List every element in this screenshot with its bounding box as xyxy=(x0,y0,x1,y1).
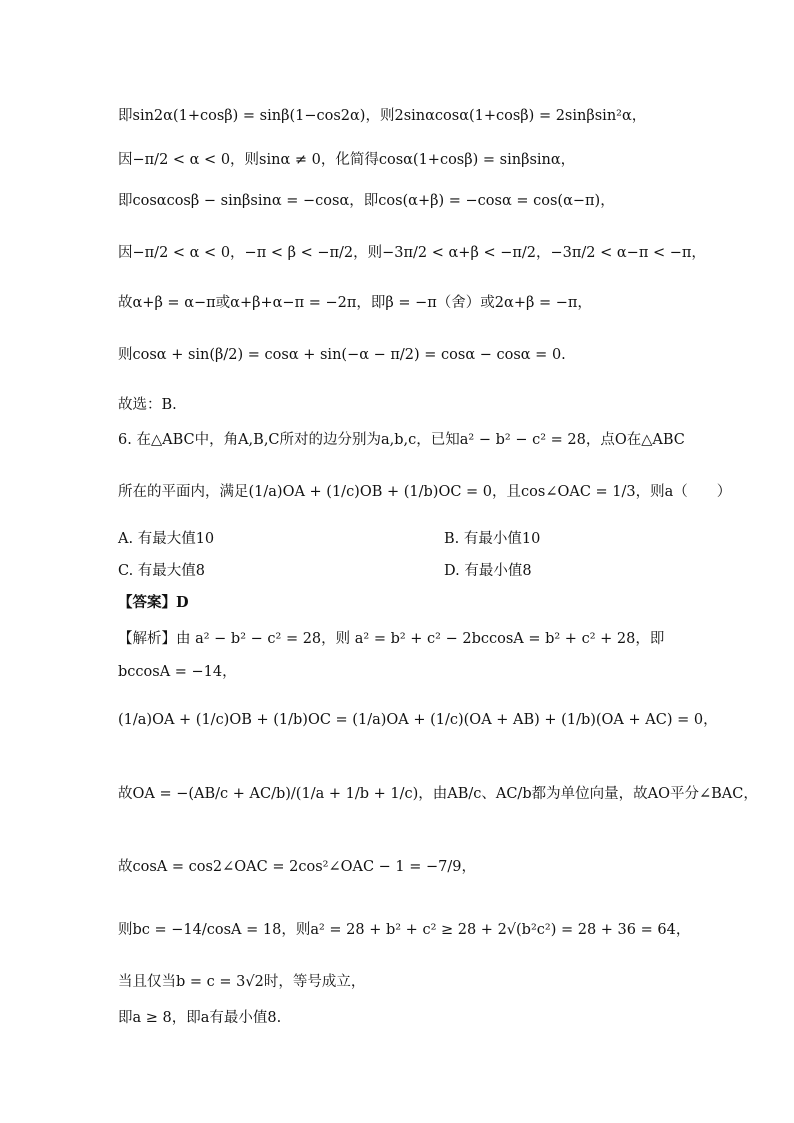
solution-line-6: 则cosα + sin(β/2) = cosα + sin(−α − π/2) = cosα − cosα = 0. xyxy=(118,347,566,363)
answer-choice-line: 故选：B. xyxy=(118,397,177,413)
analysis-line-8: 即a ≥ 8，即a有最小值8. xyxy=(118,1010,282,1026)
option-c: C. 有最大值8 xyxy=(118,563,206,579)
analysis-line-5: 故cosA = cos2∠OAC = 2cos²∠OAC − 1 = −7/9， xyxy=(118,859,476,875)
analysis-line-2: bccosA = −14， xyxy=(118,664,237,680)
option-a: A. 有最大值10 xyxy=(118,531,215,547)
option-b: B. 有最小值10 xyxy=(444,531,541,547)
option-d: D. 有最小值8 xyxy=(444,563,532,579)
analysis-line-7: 当且仅当b = c = 3√2时，等号成立， xyxy=(118,974,366,990)
solution-line-4: 因−π/2 < α < 0，−π < β < −π/2，则−3π/2 < α+β < −π/2，−3π/2 < α−π < −π， xyxy=(118,245,706,261)
question-6-condition: 所在的平面内，满足(1/a)OA + (1/c)OB + (1/b)OC = 0，且cos∠OAC = 1/3，则a（ ） xyxy=(118,484,732,500)
analysis-line-4: 故OA = −(AB/c + AC/b)/(1/a + 1/b + 1/c)，由AB/c、AC/b都为单位向量，故AO平分∠BAC， xyxy=(118,786,758,802)
question-6-stem: 6. 在△ABC中，角A,B,C所对的边分别为a,b,c，已知a² − b² − c² = 28，点O在△ABC xyxy=(118,432,685,448)
analysis-line-3: (1/a)OA + (1/c)OB + (1/b)OC = (1/a)OA + (1/c)(OA + AB) + (1/b)(OA + AC) = 0， xyxy=(118,712,718,728)
analysis-line-1: 【解析】由 a² − b² − c² = 28，则 a² = b² + c² − 2bccosA = b² + c² + 28，即 xyxy=(118,631,665,647)
solution-line-2: 因−π/2 < α < 0，则sinα ≠ 0，化简得cosα(1+cosβ) = sinβsinα， xyxy=(118,152,576,168)
solution-line-5: 故α+β = α−π或α+β+α−π = −2π，即β = −π（舍）或2α+β = −π， xyxy=(118,295,592,311)
answer-label: 【答案】D xyxy=(118,594,189,611)
solution-line-3: 即cosαcosβ − sinβsinα = −cosα，即cos(α+β) = −cosα = cos(α−π)， xyxy=(118,193,615,209)
analysis-line-6: 则bc = −14/cosA = 18，则a² = 28 + b² + c² ≥ 28 + 2√(b²c²) = 28 + 36 = 64， xyxy=(118,922,691,938)
solution-line-1: 即sin2α(1+cosβ) = sinβ(1−cos2α)，则2sinαcosα(1+cosβ) = 2sinβsin²α， xyxy=(118,108,647,124)
